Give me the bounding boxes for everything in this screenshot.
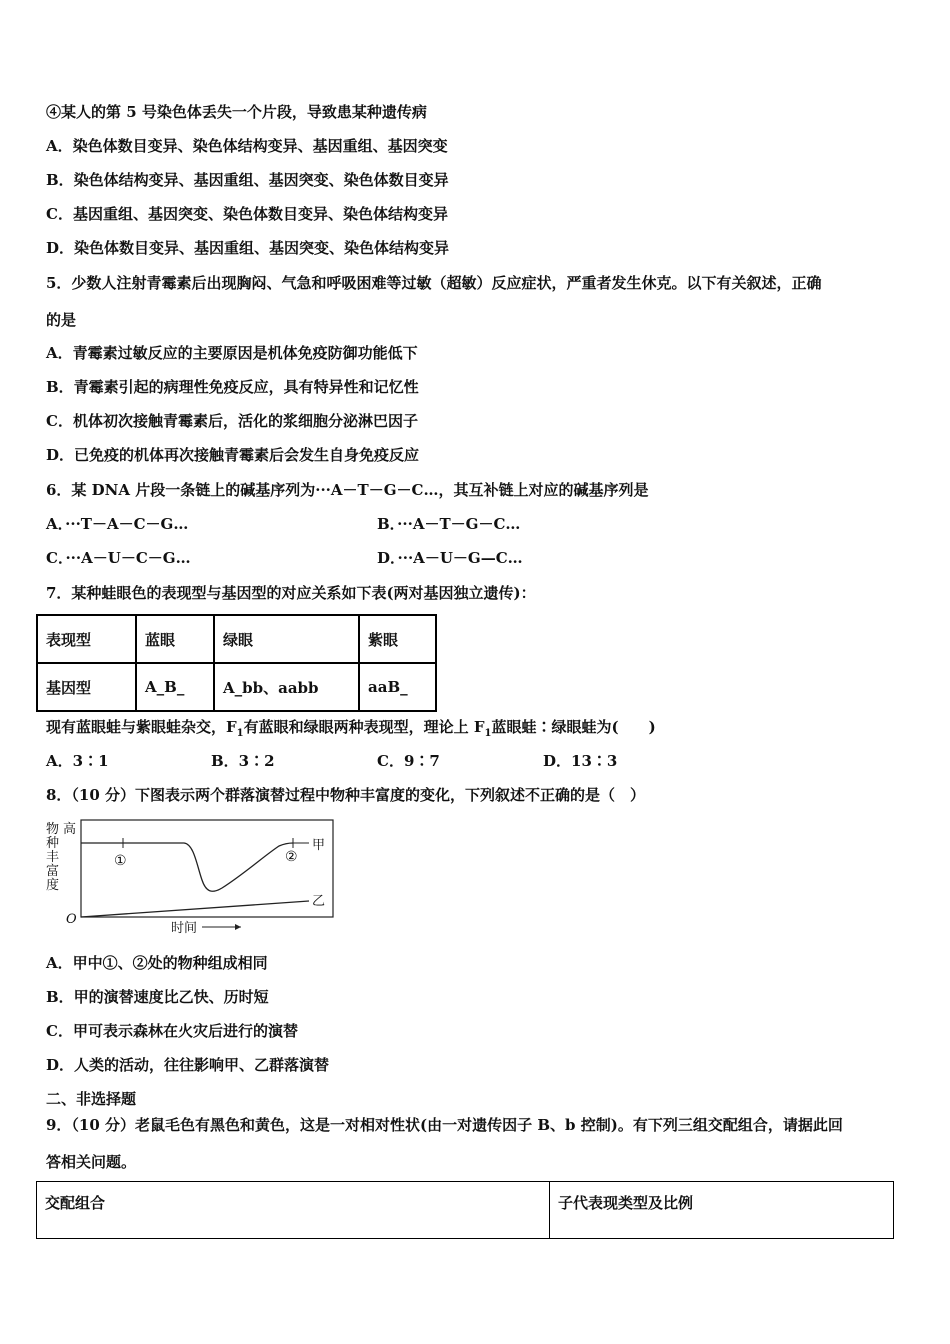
- q4-option-c: C．基因重组、基因突变、染色体数目变异、染色体结构变异: [46, 205, 448, 223]
- q7-option-c: C．9∶7: [377, 752, 440, 770]
- q7-table: [36, 614, 437, 712]
- q8-option-a: A．甲中①、②处的物种组成相同: [46, 954, 268, 972]
- q9-stem-line2: 答相关问题。: [46, 1153, 137, 1171]
- q6-option-a: A．···T－A－C－G…: [46, 515, 189, 533]
- q5-option-c: C．机体初次接触青霉素后，活化的浆细胞分泌淋巴因子: [46, 412, 418, 430]
- y-axis-high-label: 高: [63, 822, 77, 837]
- y-label-char: 物: [46, 822, 60, 837]
- curve-b-label: 乙: [312, 894, 326, 909]
- q6-stem: 6．某 DNA 片段一条链上的碱基序列为···A－T－G－C…，其互补链上对应的碱基序列是: [46, 481, 649, 499]
- q5-option-d: D．已免疫的机体再次接触青霉素后会发生自身免疫反应: [46, 446, 420, 464]
- q4-option-a: A．染色体数目变异、染色体结构变异、基因重组、基因突变: [46, 137, 448, 155]
- q7-followup-a: 现有蓝眼蛙与紫眼蛙杂交，F: [46, 718, 237, 736]
- y-label-char: 种: [46, 836, 60, 851]
- q5-stem-line2: 的是: [46, 311, 77, 329]
- q7-cell: aaB_: [359, 663, 436, 711]
- q8-succession-graph: [44, 816, 344, 940]
- q7-cell: 基因型: [37, 663, 136, 711]
- q9-header-cell: 交配组合: [37, 1182, 550, 1239]
- curve-b: [81, 901, 309, 917]
- q7-cell: A_B_: [136, 663, 214, 711]
- x-axis-arrowhead: [235, 924, 241, 930]
- q9-header-cell: 子代表现类型及比例: [550, 1182, 894, 1239]
- section-heading: 二、非选择题: [46, 1090, 137, 1108]
- y-label-char: 富: [46, 864, 60, 879]
- q7-option-b: B．3∶2: [211, 752, 275, 770]
- q4-option-b: B．染色体结构变异、基因重组、基因突变、染色体数目变异: [46, 171, 449, 189]
- y-label-char: 丰: [46, 850, 60, 865]
- curve-a: [81, 843, 293, 891]
- origin-label: O: [66, 912, 77, 927]
- q4-item4: ④某人的第 5 号染色体丢失一个片段，导致患某种遗传病: [46, 103, 427, 121]
- q5-option-a: A．青霉素过敏反应的主要原因是机体免疫防御功能低下: [46, 344, 418, 362]
- q8-option-b: B．甲的演替速度比乙快、历时短: [46, 988, 269, 1006]
- x-axis-label: 时间: [171, 921, 198, 936]
- q7-cell: A_bb、aabb: [214, 663, 359, 711]
- q5-option-b: B．青霉素引起的病理性免疫反应，具有特异性和记忆性: [46, 378, 419, 396]
- q7-followup-c: 蓝眼蛙∶绿眼蛙为( ): [491, 718, 656, 736]
- q7-stem: 7．某种蛙眼色的表现型与基因型的对应关系如下表(两对基因独立遗传)：: [46, 584, 536, 602]
- q7-cell: 紫眼: [359, 615, 436, 663]
- q7-cell: 绿眼: [214, 615, 359, 663]
- q9-table-header-row: [37, 1182, 894, 1239]
- q8-option-d: D．人类的活动，往往影响甲、乙群落演替: [46, 1056, 330, 1074]
- q4-option-d: D．染色体数目变异、基因重组、基因突变、染色体结构变异: [46, 239, 450, 257]
- q8-option-c: C．甲可表示森林在火灾后进行的演替: [46, 1022, 298, 1040]
- q7-cell: 表现型: [37, 615, 136, 663]
- q5-stem-line1: 5．少数人注射青霉素后出现胸闷、气急和呼吸困难等过敏（超敏）反应症状，严重者发生休克。以下有关叙述，正确: [46, 274, 822, 292]
- q9-stem-line1: 9．（10 分）老鼠毛色有黑色和黄色，这是一对相对性状(由一对遗传因子 B、b 控制)。有下列三组交配组合，请据此回: [46, 1116, 843, 1134]
- q6-option-c: C．···A－U－C－G…: [46, 549, 191, 567]
- q7-table-row: [37, 615, 436, 663]
- y-label-char: 度: [46, 878, 60, 893]
- q7-followup-b: 有蓝眼和绿眼两种表现型，理论上 F: [243, 718, 485, 736]
- q9-table: [36, 1181, 894, 1239]
- mark-1: ①: [114, 853, 127, 869]
- q7-sub1: 1: [236, 728, 244, 739]
- q7-option-d: D．13∶3: [543, 752, 618, 770]
- q7-cell: 蓝眼: [136, 615, 214, 663]
- q8-stem: 8．（10 分）下图表示两个群落演替过程中物种丰富度的变化，下列叙述不正确的是（ ）: [46, 786, 646, 804]
- q6-option-d: D．···A－U－G—C…: [377, 549, 523, 567]
- mark-2: ②: [285, 849, 298, 865]
- curve-a-label: 甲: [312, 838, 326, 853]
- q7-followup: [46, 717, 656, 744]
- q6-option-b: B．···A－T－G－C…: [377, 515, 521, 533]
- q7-sub2: 1: [484, 728, 492, 739]
- q7-table-row: [37, 663, 436, 711]
- q7-option-a: A．3∶1: [46, 752, 109, 770]
